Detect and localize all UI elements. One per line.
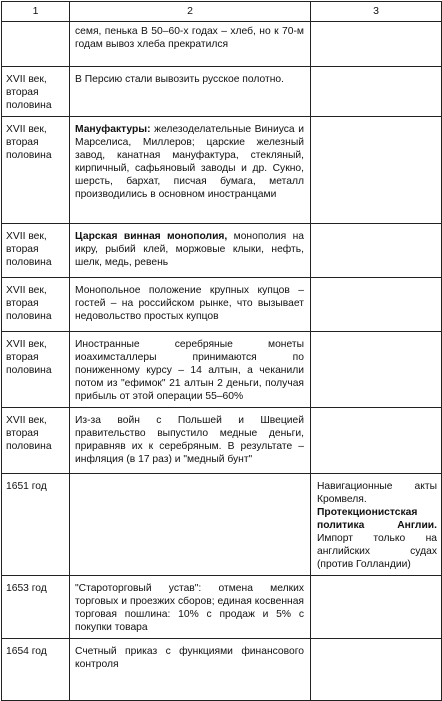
table-row [2,332,442,408]
event-cell [70,117,311,224]
column-header-2: 2 [70,2,311,22]
table-row [2,278,442,332]
event-cell [70,474,311,576]
bold-text: Протекционистская политика Англии. [317,507,437,531]
europe-cell [311,639,442,701]
europe-cell [311,332,442,408]
europe-cell [311,22,442,67]
period-cell: XVII век, вторая половина [2,117,70,224]
column-header-1: 1 [2,2,70,22]
event-cell [70,639,311,701]
document-page [0,1,442,697]
period-cell: 1653 год [2,576,70,639]
text-segment: железоделательные Виниуса и Марселиса, Миллеров; царские железный завод, канатная мануфактура, стекляный, кирпичный, сафьяновый заводы и др. Сукно, шерсть, бархат, писчая бумага, металл производились в основном иностранцами [75,124,304,200]
event-cell [70,67,311,117]
column-header-3: 3 [311,2,442,22]
table-row [2,639,442,701]
table-row [2,576,442,639]
period-cell: XVII век, вторая половина [2,408,70,474]
header-row [2,2,442,22]
text-segment: Монопольное положение крупных купцов – гостей – на российском рынке, что вызывает недовольство простых купцов [75,285,304,322]
europe-cell [311,408,442,474]
period-cell: XVII век, вторая половина [2,67,70,117]
period-cell: 1651 год [2,474,70,576]
europe-cell [311,67,442,117]
event-cell [70,278,311,332]
text-segment: семя, пенька В 50–60-х годах – хлеб, но к 70-м годам вывоз хлеба прекратился [75,26,304,50]
text-segment: Счетный приказ с функциями финансового контроля [75,646,304,670]
text-segment: Импорт только на английских судах (против Голландии) [317,533,437,570]
event-cell [70,576,311,639]
table-row [2,474,442,576]
text-segment: "Староторговый устав": отмена мелких торговых и проезжих сборов; единая косвенная торговая пошлина: 10% с продаж и 5% с покупки товара [75,583,304,633]
bold-text: Мануфактуры: [75,124,151,135]
text-segment: монополия на икру, рыбий клей, моржовые клыки, нефть, шелк, медь, ревень [75,231,304,268]
table-row [2,224,442,278]
event-cell [70,22,311,67]
event-cell [70,332,311,408]
period-cell: XVII век, вторая половина [2,278,70,332]
europe-cell [311,224,442,278]
history-table [1,1,442,701]
event-cell [70,224,311,278]
text-segment: Из-за войн с Польшей и Швецией правительство выпустило медные деньги, приравняв их к серебряным. В результате – инфляция (в 17 раз) и "медный бунт" [75,415,304,465]
table-row [2,67,442,117]
europe-cell [311,117,442,224]
table-row [2,22,442,67]
text-segment: В Персию стали вывозить русское полотно. [75,74,284,85]
text-segment: Иностранные серебряные монеты иоахимсталлеры принимаются по пониженному курсу – 14 алтын, а чеканили потом из "ефимок" 21 алтын 2 деньги, получая прибыль от этой операции 55–60% [75,339,304,402]
europe-cell [311,474,442,576]
table-row [2,117,442,224]
period-cell: XVII век, вторая половина [2,332,70,408]
event-cell [70,408,311,474]
bold-text: Царская винная монополия, [75,231,228,242]
europe-cell [311,278,442,332]
period-cell: XVII век, вторая половина [2,224,70,278]
europe-cell [311,576,442,639]
table-row [2,408,442,474]
text-segment: Навигационные акты Кромвеля. [317,481,437,505]
period-cell: 1654 год [2,639,70,701]
period-cell [2,22,70,67]
